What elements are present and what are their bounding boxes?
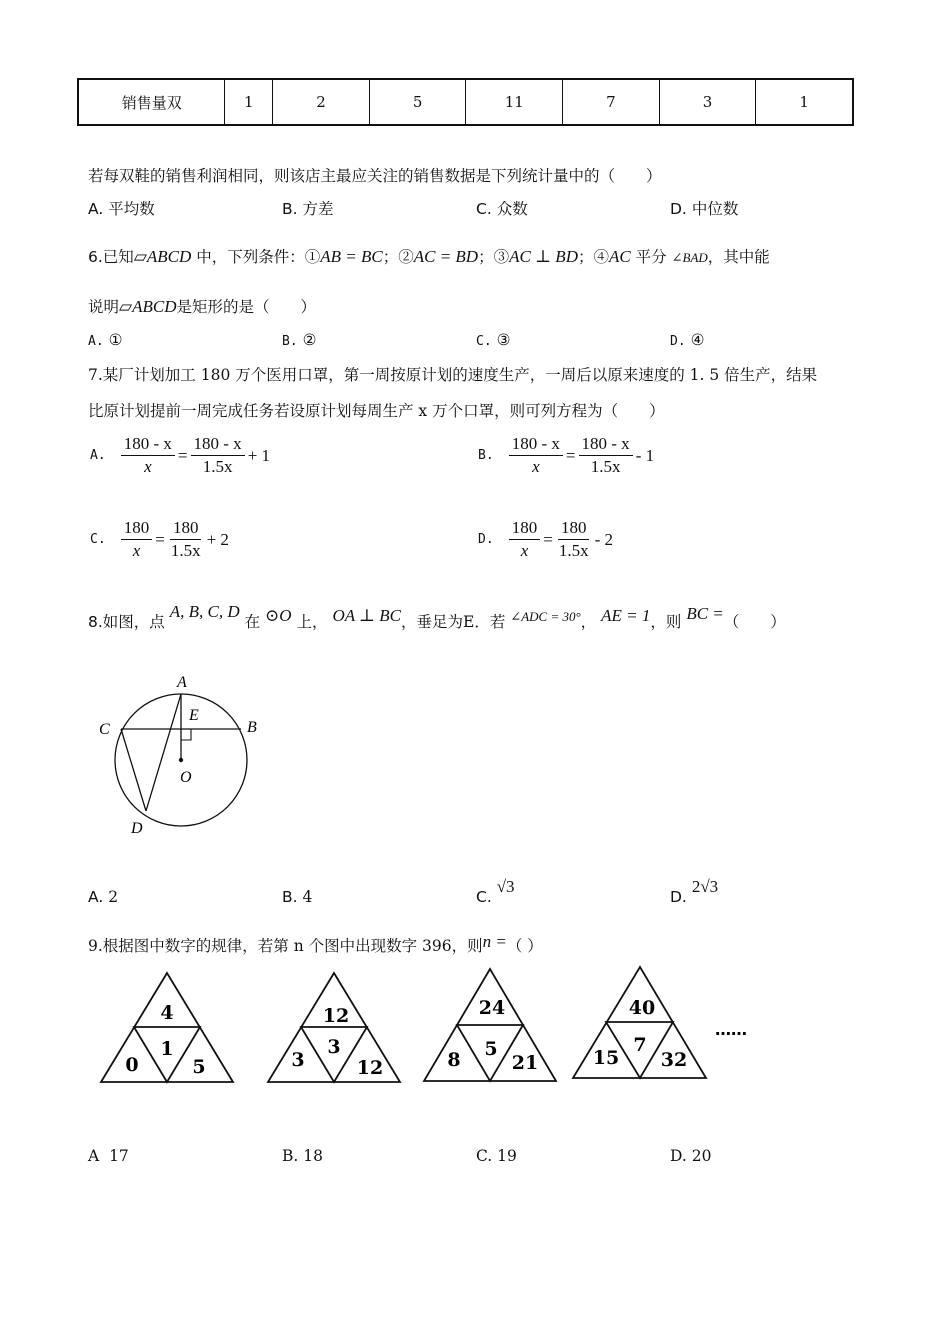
table-cell: 3 [659,79,756,125]
table-cell: 2 [273,79,370,125]
condition-3: AC ⊥ BD [509,247,578,266]
q8-text: 如图，点 [102,613,165,631]
q9-option-b[interactable] [282,1146,323,1166]
condition-4: AC [608,247,631,266]
parallelogram-abcd: ▱ABCD [119,297,177,316]
fraction [191,433,245,478]
triangle-figure-3 [424,969,556,1081]
center-number: 7 [633,1034,647,1056]
table-cell: 11 [466,79,563,125]
q6-text: ；② [382,248,414,266]
question-number: 6. [88,248,103,266]
right-number: 32 [660,1049,688,1071]
fraction [509,517,541,562]
denominator: 1.5x [558,541,589,560]
option-label: B. [282,1147,299,1165]
ae-value: AE = 1 [601,606,651,625]
q6-option-b[interactable] [282,330,317,352]
table-cell: 1 [225,79,273,125]
fraction [509,433,563,478]
triangle-pattern [95,965,775,1090]
triangle-figure-2 [268,973,400,1082]
label-c: C [99,721,110,738]
q9-option-a[interactable] [88,1146,129,1166]
top-number: 4 [160,1002,174,1024]
top-number: 40 [628,997,656,1019]
q7-option-d[interactable] [476,517,615,562]
equation-tail: - 1 [635,445,655,465]
table-cell: 7 [563,79,660,125]
equals-sign: = [565,445,576,465]
option-text: 20 [691,1147,712,1165]
equals-sign: = [155,529,165,549]
numerator: 180 - x [509,433,563,456]
angle-adc: ∠ADC = 30° [510,609,581,624]
center-number: 5 [484,1038,498,1060]
right-angle-mark [181,729,191,740]
label-e: E [189,707,199,724]
option-text: 中位数 [691,200,739,218]
numerator: 180 [170,517,202,540]
n-expression: n = [482,932,507,951]
option-text: 众数 [496,200,528,218]
q6-text: 说明 [88,298,120,316]
left-number: 15 [592,1047,620,1069]
fraction [168,517,204,562]
table-row [78,79,853,125]
q5-option-b[interactable] [282,199,334,219]
option-text: ② [302,331,317,349]
option-text: 17 [109,1147,129,1165]
q8-option-a[interactable] [88,887,118,907]
q8-option-b[interactable] [282,887,312,907]
q7-option-b[interactable] [476,433,656,478]
q5-stem: 若每双鞋的销售利润相同，则该店主最应关注的销售数据是下列统计量中的（ ） [88,167,662,185]
right-number: 12 [356,1057,384,1079]
option-label: B. [478,448,494,463]
option-text: ③ [496,331,511,349]
equation-tail: + 2 [206,529,229,549]
label-b: B [247,719,257,736]
q7-option-c[interactable] [88,517,231,562]
option-text: 18 [303,1147,323,1165]
numerator: 180 - x [579,433,633,456]
left-number: 8 [447,1049,461,1071]
top-number: 24 [478,997,506,1019]
segment-cd [121,729,146,811]
denominator: x [532,457,540,476]
option-text: 2√3 [691,877,719,896]
label-a: A [177,674,187,691]
option-text: √3 [496,877,515,896]
numerator: 180 [121,517,153,540]
option-label: C. [476,200,492,218]
option-label: D. [670,1147,687,1165]
q8-text: ，垂足为E．若 [401,613,506,631]
q9-text: 9.根据图中数字的规律，若第 n 个图中出现数字 396，则 [88,937,483,955]
numerator: 180 - x [121,433,175,456]
condition-2: AC = BD [413,247,479,266]
option-label: D. [478,532,494,547]
condition-1: AB = BC [320,247,383,266]
fraction [121,433,175,478]
q6-text: ；③ [478,248,510,266]
q5-option-a[interactable] [88,199,155,219]
q8-text: （ ） [723,613,786,631]
denominator: x [132,541,141,560]
option-text: 平均数 [108,200,155,218]
table-cell: 1 [756,79,853,125]
denominator: 1.5x [202,457,233,476]
q9-stem [88,932,543,956]
q9-option-d[interactable] [670,1146,711,1166]
points-abcd: A, B, C, D [169,602,240,621]
parallelogram-abcd: ▱ABCD [133,247,192,266]
angle-bad: ∠BAD [671,250,708,265]
right-number: 21 [511,1052,539,1074]
numerator: 180 - x [191,433,245,456]
option-label: C. [90,532,106,547]
oa-perp-bc: OA ⊥ BC [332,606,402,625]
option-label: D. [670,888,687,906]
option-label: B. [282,334,298,349]
option-label: A. [88,200,104,218]
option-label: C. [476,888,492,906]
q8-text: ，则 [650,613,682,631]
right-number: 5 [192,1056,206,1078]
fraction [579,433,633,478]
q6-stem-line1 [88,247,770,268]
option-label: A. [90,448,106,463]
sales-table [77,78,854,126]
q8-option-d[interactable] [670,877,719,907]
q8-stem [88,602,786,633]
option-label: A. [88,334,104,349]
numerator: 180 [558,517,590,540]
q5-option-d[interactable] [670,199,738,219]
option-label: C. [476,334,492,349]
option-text: ① [108,331,123,349]
q8-text: 在 [244,613,261,631]
option-text: ④ [690,331,705,349]
equals-sign: = [543,529,553,549]
bc-expression: BC = [686,604,724,623]
q8-text: 上， [296,613,328,631]
center-number: 3 [327,1036,341,1058]
equation-tail: + 1 [247,445,271,465]
table-cell: 5 [369,79,466,125]
fraction [556,517,592,562]
segment-ad [146,694,181,811]
denominator: 1.5x [590,457,621,476]
circle-figure [95,668,265,838]
left-number: 0 [125,1054,139,1076]
label-d: D [131,820,143,837]
q6-text: 平分 [635,248,667,266]
option-label: D. [670,200,687,218]
q8-text: ， [580,613,597,631]
denominator: x [520,541,529,560]
denominator: 1.5x [170,541,201,560]
fraction [121,517,153,562]
q6-text: 是矩形的是（ ） [176,298,316,316]
numerator: 180 [509,517,541,540]
q6-text: 中，下列条件：① [196,248,321,266]
triangle-figure-1 [101,973,233,1082]
question-number: 8. [88,613,103,631]
q6-option-c[interactable] [476,330,511,352]
label-o: O [180,769,192,786]
ellipsis: …… [715,1020,747,1039]
equals-sign: = [177,445,188,465]
q7-stem-line2: 比原计划提前一周完成任务若设原计划每周生产 x 万个口罩，则可列方程为（ ） [88,402,665,420]
equation-tail: - 2 [594,529,614,549]
center-point [179,758,183,762]
q6-text: ，其中能 [707,248,770,266]
triangle-figure-4 [573,967,706,1078]
q9-text: （ ） [506,937,543,955]
q9-option-c[interactable] [476,1146,517,1166]
option-label: A. [88,888,104,906]
option-text: 19 [497,1147,517,1165]
option-text: 方差 [302,200,334,218]
circle-o: ⊙O [265,606,292,625]
option-label: A [88,1147,100,1165]
option-text: 2 [108,888,119,906]
option-label: B. [282,200,298,218]
q6-option-a[interactable] [88,330,123,352]
table-header-cell: 销售量双 [78,79,225,125]
center-number: 1 [160,1038,174,1060]
option-label: B. [282,888,298,906]
top-number: 12 [322,1005,350,1027]
left-number: 3 [291,1049,305,1071]
q7-stem-line1: 7.某厂计划加工 180 万个医用口罩，第一周按原计划的速度生产，一周后以原来速度的 1. 5 倍生产，结果 [88,366,818,384]
q5-option-c[interactable] [476,199,528,219]
option-label: D. [670,334,686,349]
option-label: C. [476,1147,493,1165]
option-text: 4 [302,888,313,906]
q7-option-a[interactable] [88,433,272,478]
q6-text: ；④ [577,248,609,266]
q6-text: 已知 [102,248,134,266]
q6-option-d[interactable] [670,330,705,352]
q8-option-c[interactable] [476,877,515,907]
denominator: x [144,457,152,476]
q6-stem-line2 [88,297,316,317]
